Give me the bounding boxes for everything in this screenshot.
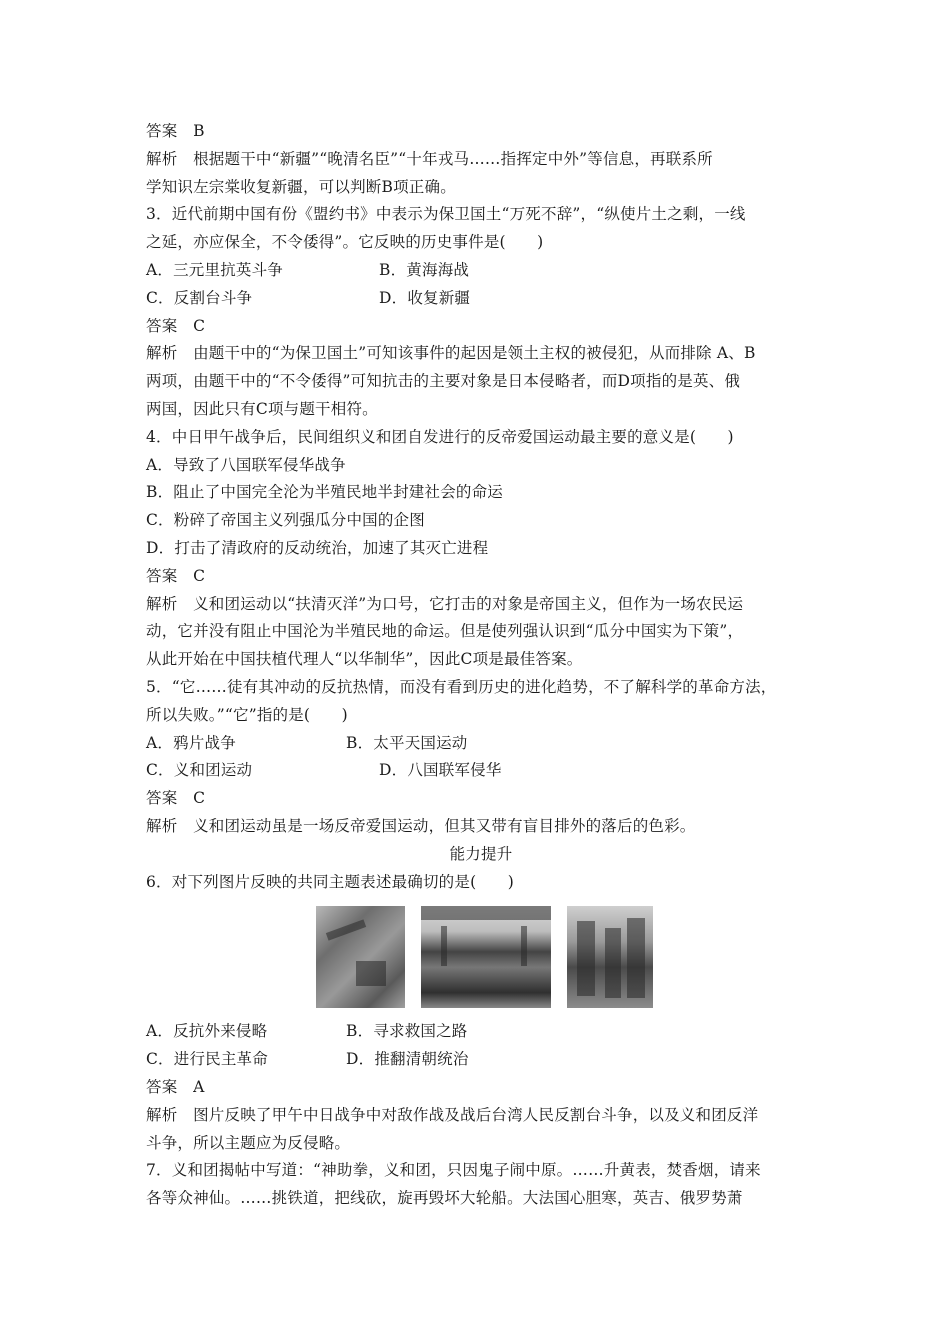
explanation-4: 解析 义和团运动以“扶清灭洋”为口号，它打击的对象是帝国主义，但作为一场农民运 (146, 594, 744, 613)
explanation-6-cont: 斗争，所以主题应为反侵略。 (146, 1133, 351, 1152)
question-5-options-row2 (146, 757, 816, 785)
option-c: C．义和团运动 (146, 761, 253, 780)
question-3: 3．近代前期中国有份《盟约书》中表示为保卫国土“万死不辞”，“纵使片土之剩，一线 (146, 205, 746, 224)
question-6-options-row2 (146, 1046, 816, 1074)
question-7-cont: 各等众神仙。……挑铁道，把线砍，旋再毁坏大轮船。大法国心胆寒，英吉、俄罗势萧 (146, 1189, 743, 1208)
option-a: A．反抗外来侵略 (146, 1022, 268, 1041)
answer-3: 答案 C (146, 316, 206, 335)
explanation-5: 解析 义和团运动虽是一场反帝爱国运动，但其又带有盲目排外的落后的色彩。 (146, 816, 696, 835)
option-c: C．粉碎了帝国主义列强瓜分中国的企图 (146, 511, 425, 530)
question-5: 5．“它……徒有其冲动的反抗热情，而没有看到历史的进化趋势，不了解科学的革命方法， (146, 677, 777, 696)
option-a: A．三元里抗英斗争 (146, 260, 283, 279)
question-6: 6．对下列图片反映的共同主题表述最确切的是( ) (146, 872, 514, 891)
option-a: A．鸦片战争 (146, 733, 236, 752)
document-page (146, 118, 816, 1213)
explanation-3-cont2: 两国，因此只有C项与题干相符。 (146, 399, 378, 418)
question-7: 7．义和团揭帖中写道：“神助拳，义和团，只因鬼子闹中原。……升黄表，焚香烟，请来 (146, 1161, 761, 1180)
option-c: C．进行民主革命 (146, 1050, 268, 1069)
option-b: B．阻止了中国完全沦为半殖民地半封建社会的命运 (146, 483, 503, 502)
question-6-options-row1 (146, 1018, 816, 1046)
explanation-2-cont: 学知识左宗棠收复新疆，可以判断B项正确。 (146, 177, 456, 196)
boxer-fighters-photo (567, 906, 653, 1008)
section-heading: 能力提升 (449, 844, 513, 863)
answer-5: 答案 C (146, 789, 206, 808)
answer-4: 答案 C (146, 566, 206, 585)
explanation-4-cont: 动，它并没有阻止中国沦为半殖民地的命运。但是使列强认识到“瓜分中国实为下策”， (146, 622, 744, 641)
option-d: D．推翻清朝统治 (346, 1050, 469, 1069)
question-4: 4．中日甲午战争后，民间组织义和团自发进行的反帝爱国运动最主要的意义是( ) (146, 427, 734, 446)
explanation-2: 解析 根据题干中“新疆”“晚清名臣”“十年戎马……指挥定中外”等信息，再联系所 (146, 149, 713, 168)
explanation-4-cont2: 从此开始在中国扶植代理人“以华制华”，因此C项是最佳答案。 (146, 650, 583, 669)
question-6-images (146, 906, 816, 1008)
option-b: B．太平天国运动 (346, 733, 468, 752)
naval-battle-photo (316, 906, 405, 1008)
option-d: D．八国联军侵华 (379, 761, 502, 780)
answer-2: 答案 B (146, 122, 205, 140)
option-d: D．收复新疆 (379, 288, 471, 307)
option-a: A．导致了八国联军侵华战争 (146, 455, 346, 474)
option-c: C．反割台斗争 (146, 288, 253, 307)
option-b: B．黄海海战 (379, 260, 470, 279)
option-d: D．打击了清政府的反动统治，加速了其灭亡进程 (146, 538, 489, 557)
question-3-options-row2 (146, 285, 816, 313)
hall-crowd-photo (421, 906, 551, 1008)
explanation-3: 解析 由题干中的“为保卫国土”可知该事件的起因是领土主权的被侵犯，从而排除 A、B (146, 344, 756, 363)
question-3-options-row1 (146, 257, 816, 285)
answer-6: 答案 A (146, 1077, 205, 1096)
question-5-cont: 所以失败。”“它”指的是( ) (146, 705, 348, 724)
explanation-6: 解析 图片反映了甲午中日战争中对敌作战及战后台湾人民反割台斗争，以及义和团反洋 (146, 1105, 759, 1124)
explanation-3-cont: 两项，由题干中的“不令倭得”可知抗击的主要对象是日本侵略者，而D项指的是英、俄 (146, 372, 741, 391)
question-5-options-row1 (146, 730, 816, 758)
question-3-cont: 之延，亦应保全，不令倭得”。它反映的历史事件是( ) (146, 233, 544, 252)
option-b: B．寻求救国之路 (346, 1022, 468, 1041)
